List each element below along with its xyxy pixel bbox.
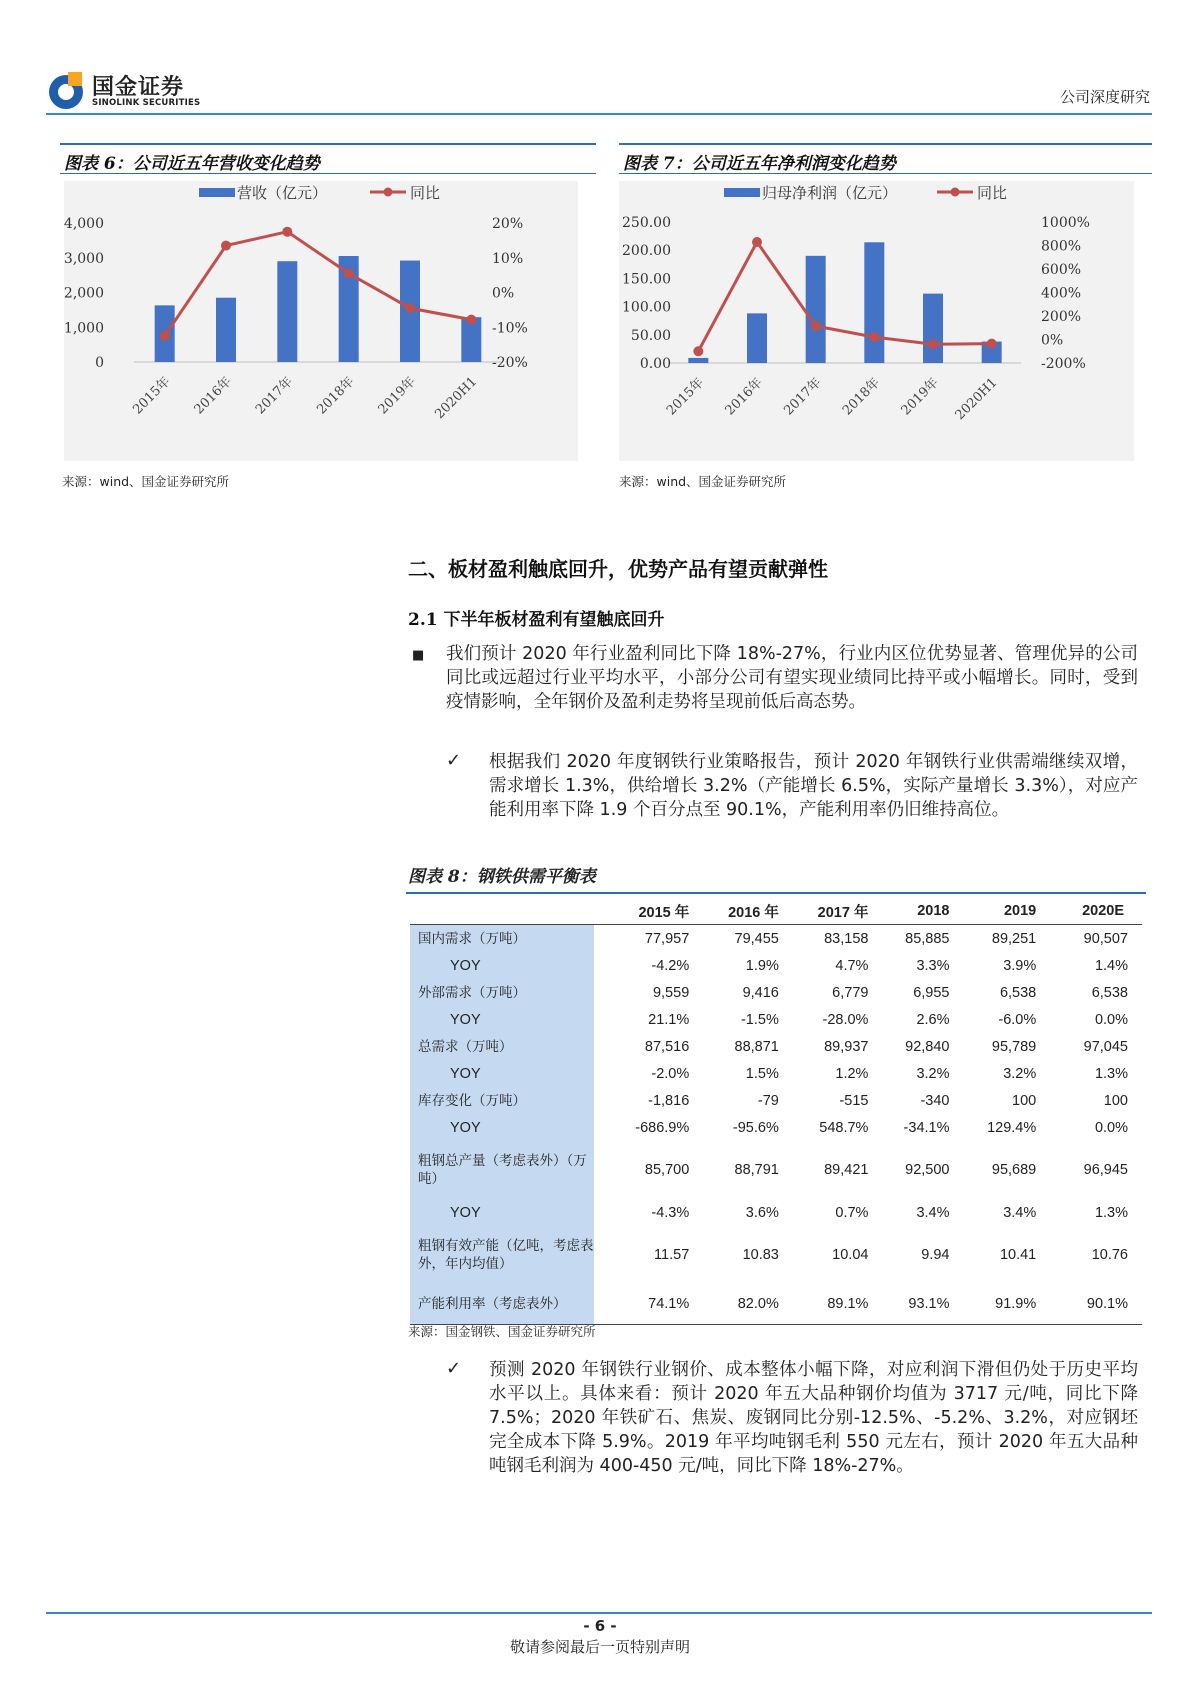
right-axis-tick-label: 400% [1041,285,1082,302]
left-axis-tick-label: 250.00 [622,215,671,231]
table-cell: 95,789 [991,1038,1037,1055]
table-row [410,1114,1142,1141]
right-axis-tick-label: 0% [492,285,515,302]
table-row [410,1226,1142,1284]
table-cell: 100 [1103,1092,1128,1109]
table-cell: 74.1% [594,1284,689,1324]
table-cell: 88,871 [734,1038,779,1055]
table-cell: 90,507 [1083,930,1128,947]
table-row [410,979,1142,1006]
table-row-label: YOY [410,1199,594,1226]
right-axis-tick-label: 0% [1041,332,1064,349]
table-cell: 87,516 [644,1038,690,1055]
bar [806,256,826,363]
table-cell: 1.4% [1094,957,1128,974]
table-row [410,1087,1142,1114]
table-cell: 10.83 [742,1247,779,1263]
table-header-cell: 2017 年 [779,898,869,925]
table8-source: 来源：国金钢铁、国金证券研究所 [408,1324,596,1339]
left-axis-tick-label: 3,000 [64,250,104,267]
legend-bar-swatch [724,188,760,197]
legend-line-label: 同比 [410,184,441,202]
checkmark-icon: ✓ [446,1358,462,1379]
right-axis-tick-label: 1000% [1041,215,1090,231]
table-cell: 1.2% [835,1065,869,1082]
table-cell: 83,158 [824,930,869,947]
table-cell: 89,251 [991,930,1037,947]
table-cell: 3.2% [916,1065,950,1082]
line-point [693,346,703,356]
x-axis-category-label: 2018年 [839,375,884,419]
table-row [410,1006,1142,1033]
table-row-label: 总需求（万吨） [410,1033,594,1060]
table-row-label: YOY [410,1114,594,1141]
right-axis-tick-label: 600% [1041,262,1082,278]
square-bullet-icon: ■ [412,648,425,663]
table-cell: 1.9% [745,957,779,974]
table-cell: 129.4% [987,1119,1037,1136]
table-cell: 3.4% [1003,1204,1037,1221]
legend-line-label: 同比 [977,184,1008,202]
table-cell: 89,937 [824,1038,869,1055]
line-point [282,227,292,237]
table-cell: -6.0% [998,1011,1037,1028]
x-axis-category-label: 2017年 [781,375,825,419]
table-cell: -340 [920,1092,950,1109]
table-cell: 79,455 [734,930,779,947]
steel-supply-demand-table [410,898,1142,1325]
table-cell: 90.1% [1036,1284,1142,1324]
header-divider [46,113,1152,115]
table-cell: 91.9% [950,1284,1037,1324]
table-cell: 89,421 [824,1162,869,1178]
table-cell: -28.0% [822,1011,869,1028]
line-point [811,321,821,331]
table8-title: 图表 8：钢铁供需平衡表 [408,867,596,887]
left-axis-tick-label: 2,000 [64,285,104,302]
figure6-source: 来源：wind、国金证券研究所 [62,474,230,489]
bar [747,313,767,363]
table-header-row [410,898,1142,925]
table-header-cell [410,898,594,925]
table-row-label: 外部需求（万吨） [410,979,594,1006]
table-cell: 3.2% [1003,1065,1037,1082]
right-axis-tick-label: 800% [1041,238,1082,255]
page-number: - 6 - [583,1617,617,1635]
table-cell: 3.3% [916,957,950,974]
left-axis-tick-label: 1,000 [64,320,104,337]
report-type: 公司深度研究 [1059,88,1150,106]
figure7-source: 来源：wind、国金证券研究所 [619,474,787,489]
line-point [160,331,170,341]
table-row-label: YOY [410,952,594,979]
table-cell: 0.0% [1094,1119,1128,1136]
figure6-chart-area [64,181,578,461]
table-row [410,1060,1142,1087]
table-row-label: 库存变化（万吨） [410,1087,594,1114]
table-cell: 4.7% [835,957,869,974]
table-header-cell: 2019 [950,898,1037,925]
table-cell: 3.6% [745,1204,779,1221]
table-cell: 1.3% [1094,1204,1128,1221]
table-row-label: YOY [410,1006,594,1033]
line-point [869,332,879,342]
bullet-paragraph-1: 我们预计 2020 年行业盈利同比下降 18%-27%，行业内区位优势显著、管理优异的公司同比或远超过行业平均水平，小部分公司有望实现业绩同比持平或小幅增长。同时，受到疫情影响，全年钢价及盈利走势将呈现前低后高态势。 [446,644,1138,712]
check-paragraph-1: 根据我们 2020 年度钢铁行业策略报告，预计 2020 年钢铁行业供需端继续双增，需求增长 1.3%，供给增长 3.2%（产能增长 6.5%，实际产量增长 3.3%），对应产能利用率下降 1.9 个百分点至 90.1%，产能利用率仍旧维持高位。 [489,752,1138,820]
table-cell: -34.1% [903,1119,950,1136]
x-axis-category-label: 2019年 [898,375,942,419]
x-axis-category-label: 2020H1 [432,374,481,423]
bar [864,242,884,363]
table-cell: -79 [757,1092,779,1109]
table-cell: 89.1% [779,1284,869,1324]
line-point [221,241,231,251]
yoy-line [698,242,991,351]
table-cell: 96,945 [1083,1162,1128,1178]
table-cell: 6,538 [1091,984,1128,1001]
table-row-label: 粗钢总产量（考虑表外）（万吨） [410,1141,594,1199]
table-cell: 92,840 [905,1038,950,1055]
table-cell: 77,957 [644,930,690,947]
table-cell: -4.3% [651,1204,690,1221]
x-axis-category-label: 2017年 [252,374,297,418]
check-paragraph-2: 预测 2020 年钢铁行业钢价、成本整体小幅下降，对应利润下滑但仍处于历史平均水平以上。具体来看：预计 2020 年五大品种钢价均值为 3717 元/吨，同比下降 7.5%；2020 年铁矿石、焦炭、废钢同比分别-12.5%、-5.2%、3.2%，对应钢坯完全成本下降 5.9%。2019 年平均吨钢毛利 550 元左右，预计 2020 年五大品种吨钢毛利润为 400-450 元/吨，同比下降 18%-27%。 [489,1360,1138,1476]
bar [923,294,943,363]
line-point [344,268,354,278]
table-row-label: 产能利用率（考虑表外） [410,1284,594,1324]
table-cell: 6,538 [999,984,1037,1001]
table-cell: 10.76 [1091,1247,1128,1263]
x-axis-category-label: 2016年 [191,374,235,418]
figure6-chart [64,181,578,461]
table-cell: 1.5% [745,1065,779,1082]
legend-bar-label: 归母净利润（亿元） [762,184,898,202]
left-axis-tick-label: 4,000 [64,216,104,232]
legend-line-marker [951,188,960,197]
table-row [410,1199,1142,1226]
table-header-cell: 2018 [868,898,949,925]
footer-disclaimer: 敬请参阅最后一页特别声明 [509,1638,690,1656]
table-row [410,925,1142,953]
table-cell: -1,816 [648,1092,690,1109]
logo-english-text: SINOLINK SECURITIES [92,98,201,108]
table-cell: 9,559 [652,984,690,1001]
bar [688,358,708,363]
table-row [410,1033,1142,1060]
table-cell: 85,700 [644,1162,690,1178]
table-cell: 1.3% [1094,1065,1128,1082]
table-header-cell: 2020E [1036,898,1142,925]
company-logo [46,70,226,112]
table-cell: 95,689 [991,1162,1037,1178]
table-cell: 100 [1012,1092,1037,1109]
line-point [987,339,997,349]
figure7-title-bar [619,143,1152,174]
figure7-title: 图表 7：公司近五年净利润变化趋势 [623,154,896,174]
legend-bar-swatch [199,188,235,197]
left-axis-tick-label: 200.00 [622,243,671,260]
table-header-cell: 2015 年 [594,898,689,925]
table-cell: 0.0% [1094,1011,1128,1028]
table-row-label: 国内需求（万吨） [410,925,594,953]
table-cell: -686.9% [635,1119,690,1136]
section-heading: 二、板材盈利触底回升，优势产品有望贡献弹性 [408,557,828,581]
left-axis-tick-label: 50.00 [630,327,671,344]
table-cell: 10.41 [999,1247,1037,1263]
x-axis-category-label: 2019年 [375,374,419,418]
table-header-cell: 2016 年 [689,898,779,925]
left-axis-tick-label: 0.00 [639,356,671,372]
logo-chinese-text: 国金证券 [92,75,185,100]
figure7-chart-area [619,181,1134,461]
right-axis-tick-label: -200% [1041,356,1086,372]
table-cell: 88,791 [734,1162,779,1178]
table-cell: 10.04 [832,1247,869,1263]
yoy-line [165,232,472,336]
legend-line-marker [384,188,393,197]
table-cell: 85,885 [905,930,950,947]
table-cell: -1.5% [740,1011,779,1028]
table-cell: 97,045 [1083,1038,1128,1055]
table-cell: 3.4% [916,1204,950,1221]
checkmark-icon: ✓ [446,750,462,771]
right-axis-tick-label: 10% [492,250,524,267]
sinolink-logo-icon [46,70,86,112]
x-axis-category-label: 2018年 [314,374,358,418]
table-cell: -95.6% [732,1119,779,1136]
table-cell: -515 [839,1092,869,1109]
table-cell: 0.7% [835,1204,869,1221]
right-axis-tick-label: 200% [1041,309,1082,325]
table-cell: -2.0% [651,1065,690,1082]
figure6-title-bar [60,143,596,174]
table-cell: 3.9% [1003,957,1037,974]
table-row [410,1141,1142,1199]
table-cell: 548.7% [819,1119,869,1136]
table-cell: 11.57 [654,1247,690,1263]
left-axis-tick-label: 100.00 [622,299,671,316]
line-point [405,303,415,313]
table-row [410,1284,1142,1324]
right-axis-tick-label: 20% [492,216,524,232]
bar [277,261,297,362]
footer-divider [46,1612,1152,1614]
line-point [752,237,762,247]
x-axis-category-label: 2020H1 [952,375,1001,424]
line-point [466,315,476,325]
table-cell: 2.6% [916,1011,950,1028]
legend-bar-label: 营收（亿元） [237,184,328,202]
table8-top-rule [406,892,1146,894]
table-cell: -4.2% [651,957,690,974]
x-axis-category-label: 2015年 [130,374,174,418]
bar [216,298,236,362]
figure6-title: 图表 6：公司近五年营收变化趋势 [64,154,320,174]
table-row-label: 粗钢有效产能（亿吨，考虑表外，年内均值） [410,1226,594,1284]
table-row [410,952,1142,979]
table-cell: 92,500 [905,1162,950,1178]
x-axis-category-label: 2016年 [722,375,766,419]
left-axis-tick-label: 0 [95,355,104,371]
table-cell: 9,416 [742,984,779,1001]
left-axis-tick-label: 150.00 [622,271,671,288]
figure7-chart [619,181,1134,461]
right-axis-tick-label: -10% [492,320,528,337]
line-point [928,339,938,349]
sub-section-heading: 2.1 下半年板材盈利有望触底回升 [408,610,665,630]
table-cell: 6,955 [913,984,950,1001]
table-cell: 6,779 [832,984,869,1001]
table-cell: 82.0% [689,1284,779,1324]
table-row-label: YOY [410,1060,594,1087]
x-axis-category-label: 2015年 [663,375,708,419]
table-cell: 21.1% [648,1011,690,1028]
right-axis-tick-label: -20% [492,355,528,371]
table-cell: 9.94 [921,1247,950,1263]
table-cell: 93.1% [868,1284,949,1324]
